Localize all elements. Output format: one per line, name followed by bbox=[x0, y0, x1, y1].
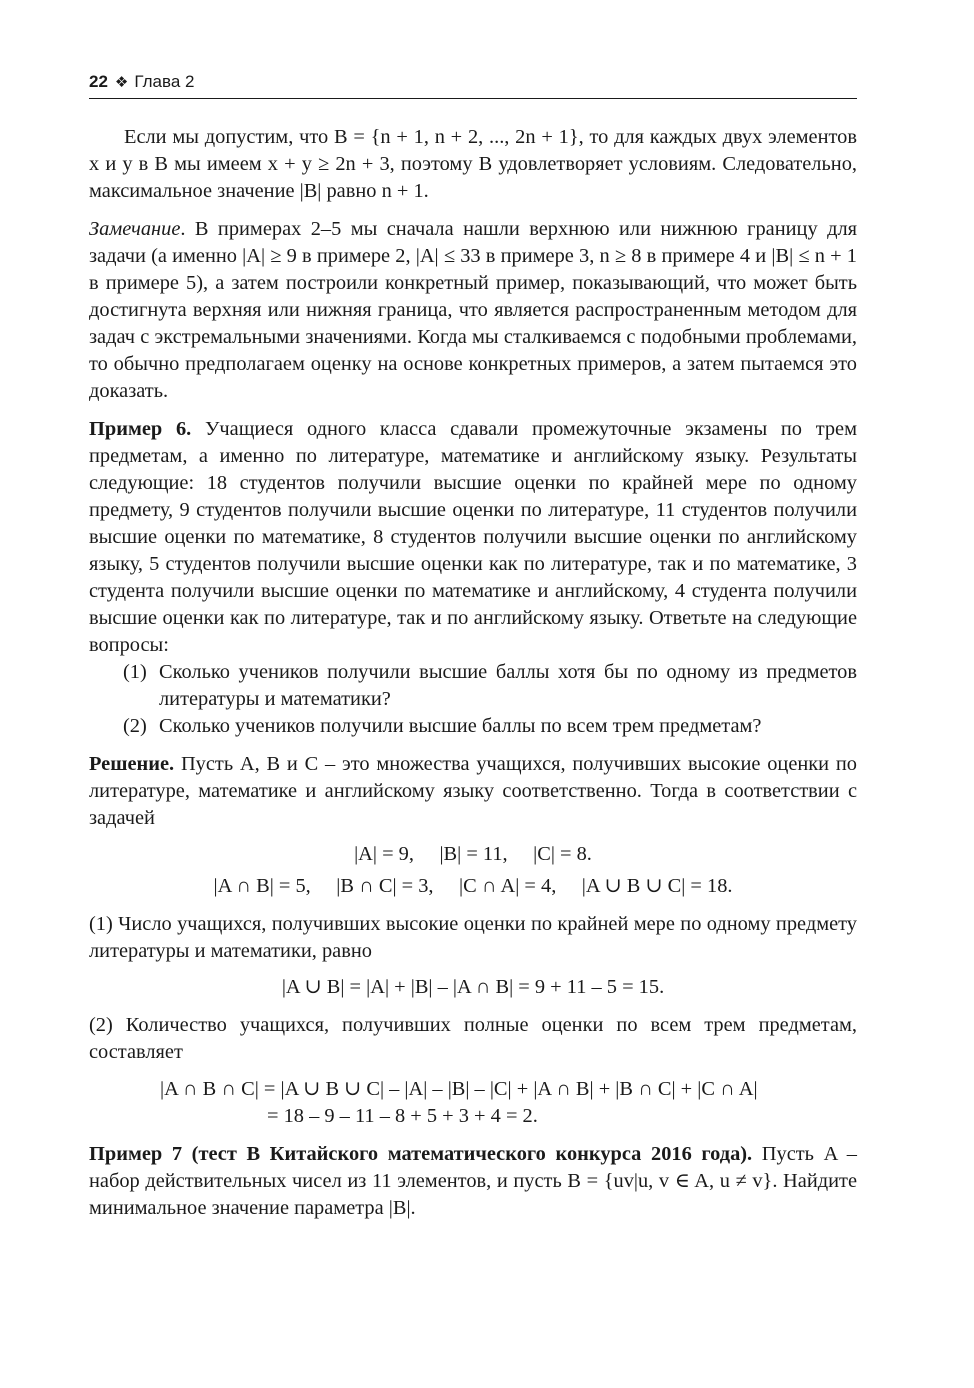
example6-label: Пример 6. bbox=[89, 418, 192, 440]
running-header bbox=[89, 72, 857, 99]
formula-ie-line2: = 18 – 9 – 11 – 8 + 5 + 3 + 4 = 2. bbox=[267, 1105, 538, 1127]
chapter-title: Глава 2 bbox=[134, 72, 195, 91]
example6-paragraph bbox=[89, 416, 857, 659]
question-2-number: (2) bbox=[123, 715, 147, 737]
remark-label: Замечание bbox=[89, 218, 181, 240]
question-1-number: (1) bbox=[123, 661, 147, 683]
remark-paragraph bbox=[89, 216, 857, 405]
example6-text: Учащиеся одного класса сдавали промежуточные экзамены по трем предметам, а именно по литературе, математике и английскому языку. Результаты следующие: 18 студентов получили высшие оценки по крайней мере по одному предмету, 9 студентов получили высшие оценки по литературе, 11 студентов получили высшие оценки по математике, 8 студентов получили высшие оценки по английскому языку, 5 студентов получили высшие оценки как по литературе, так и по математике, 3 студента получили высшие оценки по математике и английскому, 4 студента получили высшие оценки как по литературе, так и по английскому языку. Ответьте на следующие вопросы: bbox=[89, 418, 857, 656]
formula-set-sizes: |A| = 9, |B| = 11, |C| = 8. bbox=[354, 843, 592, 865]
formula-intersections: |A ∩ B| = 5, |B ∩ C| = 3, |C ∩ A| = 4, |A ∪ B ∪ C| = 18. bbox=[213, 875, 733, 897]
example7-paragraph bbox=[89, 1141, 857, 1222]
page-number: 22 bbox=[89, 72, 108, 91]
solution-text: Пусть A, B и C – это множества учащихся, получивших высокие оценки по литературе, математике и английскому языку соответственно. Тогда в соответствии с задачей bbox=[89, 753, 857, 829]
example7-label: Пример 7 (тест В Китайского математического конкурса 2016 года). bbox=[89, 1143, 753, 1165]
question-2-text: Сколько учеников получили высшие баллы по всем трем предметам? bbox=[159, 715, 762, 737]
formula-inclusion-exclusion bbox=[160, 1076, 857, 1130]
ornament-icon: ❖ bbox=[114, 74, 129, 91]
remark-text: . В примерах 2–5 мы сначала нашли верхнюю или нижнюю границу для задачи (а именно |A| ≥ 9 в примере 2, |A| ≤ 33 в примере 3, n ≥ 8 в примере 4 и |B| ≤ n + 1 в примере 5), а затем построили конкретный пример, показывающий, что может быть достигнута верхняя или нижняя граница, что является распространенным методом для задач с экстремальными значениями. Когда мы сталкиваемся с подобными проблемами, то обычно предполагаем оценку на основе конкретных примеров, а затем пытаемся это доказать. bbox=[89, 218, 857, 402]
part1-paragraph: (1) Число учащихся, получивших высокие оценки по крайней мере по одному предмету литературы и математики, равно bbox=[89, 913, 857, 962]
formula-ie-line1: |A ∩ B ∩ C| = |A ∪ B ∪ C| – |A| – |B| – |C| + |A ∩ B| + |B ∩ C| + |C ∩ A| bbox=[160, 1078, 758, 1100]
question-2 bbox=[89, 713, 857, 740]
formula-union-ab: |A ∪ B| = |A| + |B| – |A ∩ B| = 9 + 11 – 5 = 15. bbox=[281, 976, 665, 998]
question-1 bbox=[89, 659, 857, 713]
question-1-text: Сколько учеников получили высшие баллы хотя бы по одному из предметов литературы и математики? bbox=[159, 661, 857, 710]
paragraph-conclusion: Если мы допустим, что B = {n + 1, n + 2, ..., 2n + 1}, то для каждых двух элементов x и y в B мы имеем x + y ≥ 2n + 3, поэтому B удовлетворяет условиям. Следовательно, максимальное значение |B| равно n + 1. bbox=[89, 126, 857, 202]
page-body bbox=[89, 124, 857, 1222]
example7-text: Пусть A – набор действительных чисел из 11 элементов, и пусть B = {uv|u, v ∈ A, u ≠ v}. Найдите минимальное значение параметра |B|. bbox=[89, 1143, 857, 1219]
part2-paragraph: (2) Количество учащихся, получивших полные оценки по всем трем предметам, составляет bbox=[89, 1014, 857, 1063]
solution-label: Решение. bbox=[89, 753, 175, 775]
solution-paragraph bbox=[89, 751, 857, 832]
